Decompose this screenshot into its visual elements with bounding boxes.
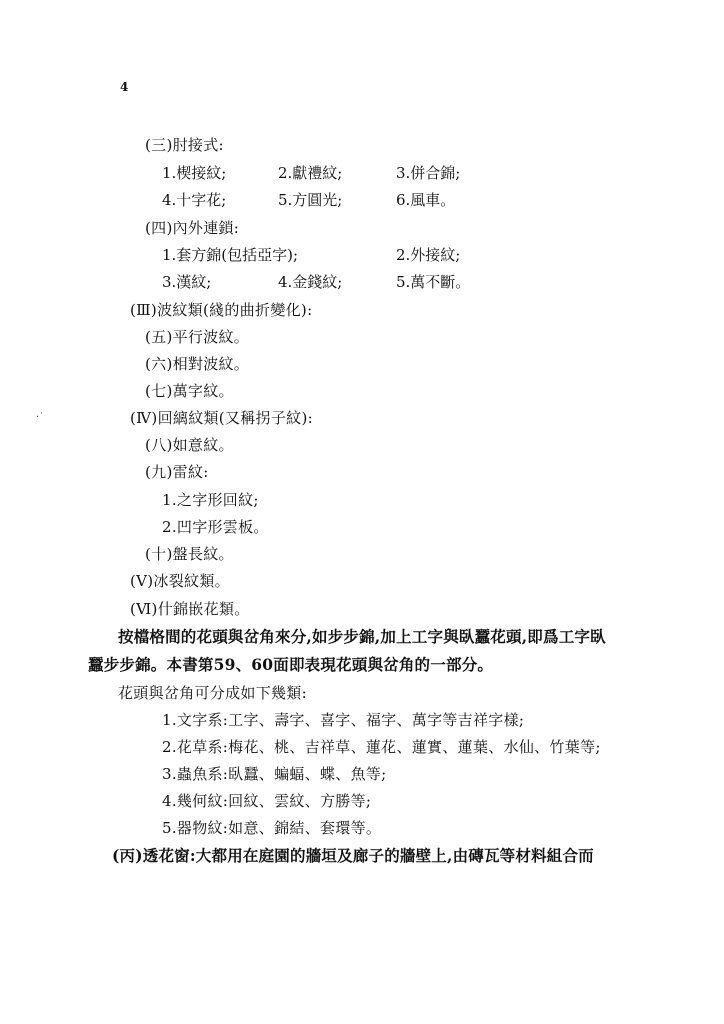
list-item: (六)相對波紋。 (145, 355, 250, 373)
paragraph-line: 按檔格間的花頭與岔角來分,如步步錦,加上工字與臥蠶花頭,即爲工字臥 (118, 627, 606, 646)
list-item: 3.併合錦; (396, 164, 461, 182)
list-item: 5.器物紋:如意、錦結、套環等。 (162, 819, 382, 837)
list-item: 3.蟲魚系:臥蠶、蝙蝠、蝶、魚等; (162, 765, 387, 783)
list-item: 2.花草系:梅花、桃、吉祥草、蓮花、蓮實、蓮葉、水仙、竹葉等; (162, 738, 601, 756)
list-item: 5.方圓光; (278, 191, 343, 209)
category-6-heading: (Ⅵ)什錦嵌花類。 (130, 600, 250, 618)
paragraph-intro: 花頭與岔角可分成如下幾類: (118, 684, 307, 702)
paragraph-line: (丙)透花窗:大都用在庭園的牆垣及廊子的牆壁上,由磚瓦等材料組合而 (112, 846, 594, 865)
list-item: 1.之字形回紋; (162, 491, 259, 509)
list-item: 3.漢紋; (162, 273, 212, 291)
list-item: (十)盤長紋。 (145, 545, 234, 563)
list-item: 4.金錢紋; (278, 273, 343, 291)
list-item: 1.套方錦(包括亞字); (162, 246, 299, 264)
section-3-heading: (三)肘接式: (145, 136, 224, 154)
list-item: 2.凹字形雲板。 (162, 518, 269, 536)
list-item: 4.幾何紋:回紋、雲紋、方勝等; (162, 792, 372, 810)
page-number: 4 (120, 80, 129, 94)
list-item: 2.獻禮紋; (278, 164, 343, 182)
scan-speck: ·˙ (36, 412, 45, 423)
category-3-heading: (Ⅲ)波紋類(綫的曲折變化): (130, 301, 313, 319)
list-item: 1.文字系:工字、壽字、喜字、福字、萬字等吉祥字樣; (162, 711, 525, 729)
section-4-heading: (四)內外連鎖: (145, 219, 240, 237)
list-item: 1.楔接紋; (162, 164, 227, 182)
list-item: (八)如意紋。 (145, 436, 234, 454)
paragraph-line: 蠶步步錦。本書第59、60面即表現花頭與岔角的一部分。 (88, 655, 494, 674)
list-item: 5.萬不斷。 (396, 273, 471, 291)
list-item: 2.外接紋; (396, 246, 461, 264)
list-item: (五)平行波紋。 (145, 328, 250, 346)
list-item: (七)萬字紋。 (145, 382, 234, 400)
category-4-heading: (Ⅳ)回縭紋類(又稱拐子紋): (130, 409, 313, 427)
list-item: 6.風車。 (396, 191, 456, 209)
category-5-heading: (Ⅴ)冰裂紋類。 (130, 572, 230, 590)
list-item: (九)雷紋: (145, 463, 209, 481)
list-item: 4.十字花; (162, 191, 227, 209)
